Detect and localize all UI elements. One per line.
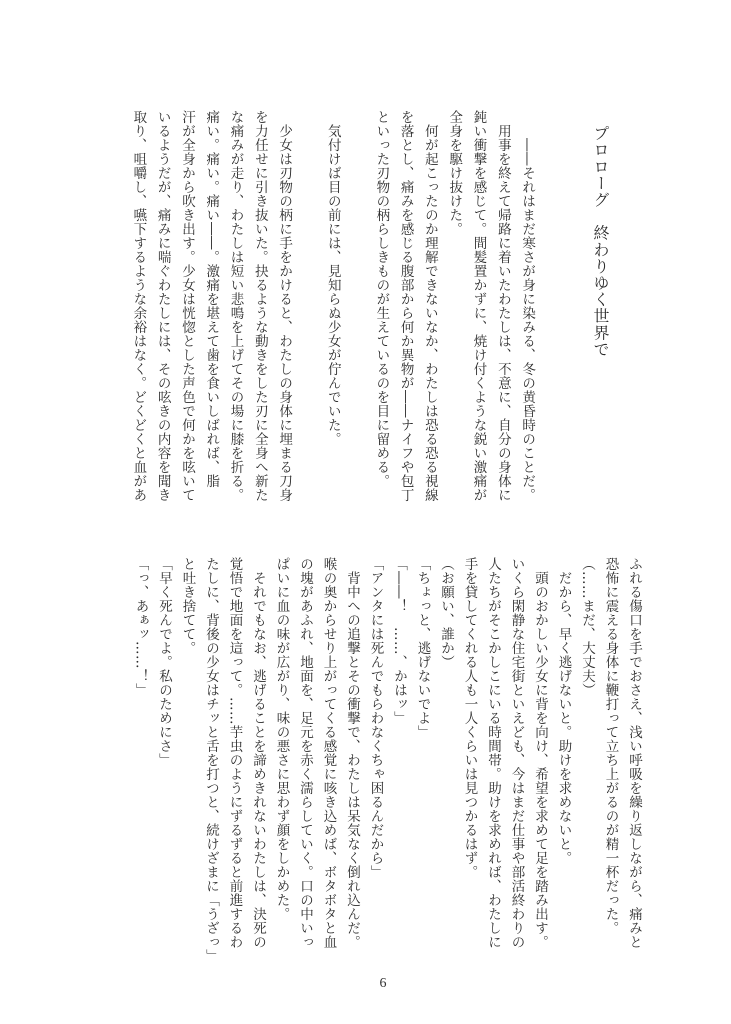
text-line: ふれる傷口を手でおさえ、浅い呼吸を繰り返しながら、痛みと [626,557,642,949]
text-line: 鈍い衝撃を感じて。間髪置かずに、焼け付くような鋭い激痛が [470,110,487,502]
blank-line [539,110,563,505]
text-line: 気付けば目の前には、見知らぬ少女が佇んでいた。 [324,110,341,446]
text-line: を落とし、痛みを感じる腹部から何か異物が――ナイフや包丁 [397,110,414,502]
text-line: 手を貸してくれる人も一人くらいは見つかるはず。 [461,557,478,879]
text-line: 喉の奥からせり上がってくる感覚に咳き込めば、ボタボタと血 [320,557,337,949]
text-line: 人たちがそこかしこにいる時間帯。助けを求めれば、わたしに [485,557,501,949]
text-line: 痛い。痛い。痛い――。激痛を堪えて歯を食いしばれば、脂 [203,110,220,488]
text-line: それでもなお、逃げることを諦めきれないわたしは、決死の [250,557,266,949]
text-line: ――それはまだ寒さが身に染みる、冬の黄昏時のことだ。 [519,110,536,502]
text-line: 「っ、あぁッ……！」 [132,557,149,697]
text-line: 「――！ ……、かはッ」 [391,557,407,725]
text-line: だから、早く逃げないと。助けを求めないと。 [555,557,572,865]
text-line: ぱいに血の味が広がり、味の悪さに思わず顔をしかめた。 [273,557,290,921]
text-line: （お願い、誰か） [438,557,454,669]
text-line: いるようだが、痛みに喘ぐわたしには、その呟きの内容を聞き [154,110,171,502]
text-line: 全身を駆け抜けた。 [446,110,463,236]
upper-text-block [126,110,612,505]
text-line: （……まだ、大丈夫） [579,557,595,697]
text-line: いくら閑静な住宅街といえども、今はまだ仕事や部活終わりの [508,557,525,949]
text-line: 少女は刃物の柄に手をかけると、わたしの身体に埋まる刀身 [276,110,293,502]
text-line: 背中への追撃とその衝撃で、わたしは呆気なく倒れ込んだ。 [344,557,360,949]
text-line: 覚悟で地面を這って。……芋虫のようにずるずると前進するわ [226,557,243,949]
text-line: 「早く死んでよ。私のためにさ」 [156,557,172,767]
text-line: といった刃物の柄らしきものが生えているのを目に留める。 [373,110,390,488]
text-line: 取り、咀嚼し、嚥下するような余裕はなく。どくどくと血があ [130,110,147,502]
text-line: たしに、背後の少女はチッと舌を打つと、続けざまに「うざっ」 [203,557,219,963]
page-number: 6 [379,976,387,991]
lower-text-block [128,557,645,963]
blank-line [296,110,320,505]
blank-line [563,110,587,505]
text-line: 「ちょっと、逃げないでよ」 [414,557,431,739]
chapter-title: プロローグ 終わりゆく世界で [591,125,610,358]
text-line: 汗が全身から吹き出す。少女は恍惚とした声色で何かを呟いて [178,110,195,502]
text-line: な痛みが走り、わたしは短い悲鳴を上げてその場に膝を折る。 [227,110,244,502]
text-line: 「アンタには死んでもらわなくちゃ困るんだから」 [367,557,384,879]
text-line: を力任せに引き抜いた。抉るような動きをした刃に全身へ新た [251,110,268,502]
text-line: 何が起こったのか理解できないなか、わたしは恐る恐る視線 [421,110,438,502]
blank-line [345,110,369,505]
text-line: 恐怖に震える身体に鞭打って立ち上がるのが精一杯だった。 [602,557,619,935]
text-line: の塊があふれ、地面を、足元を赤く濡らしていく。口の中いっ [297,557,313,949]
text-line: と吐き捨てて。 [179,557,196,655]
text-line: 用事を終えて帰路に着いたわたしは、不意に、自分の身体に [494,110,511,502]
text-line: 頭のおかしい少女に背を向け、希望を求めて足を踏み出す。 [532,557,548,949]
